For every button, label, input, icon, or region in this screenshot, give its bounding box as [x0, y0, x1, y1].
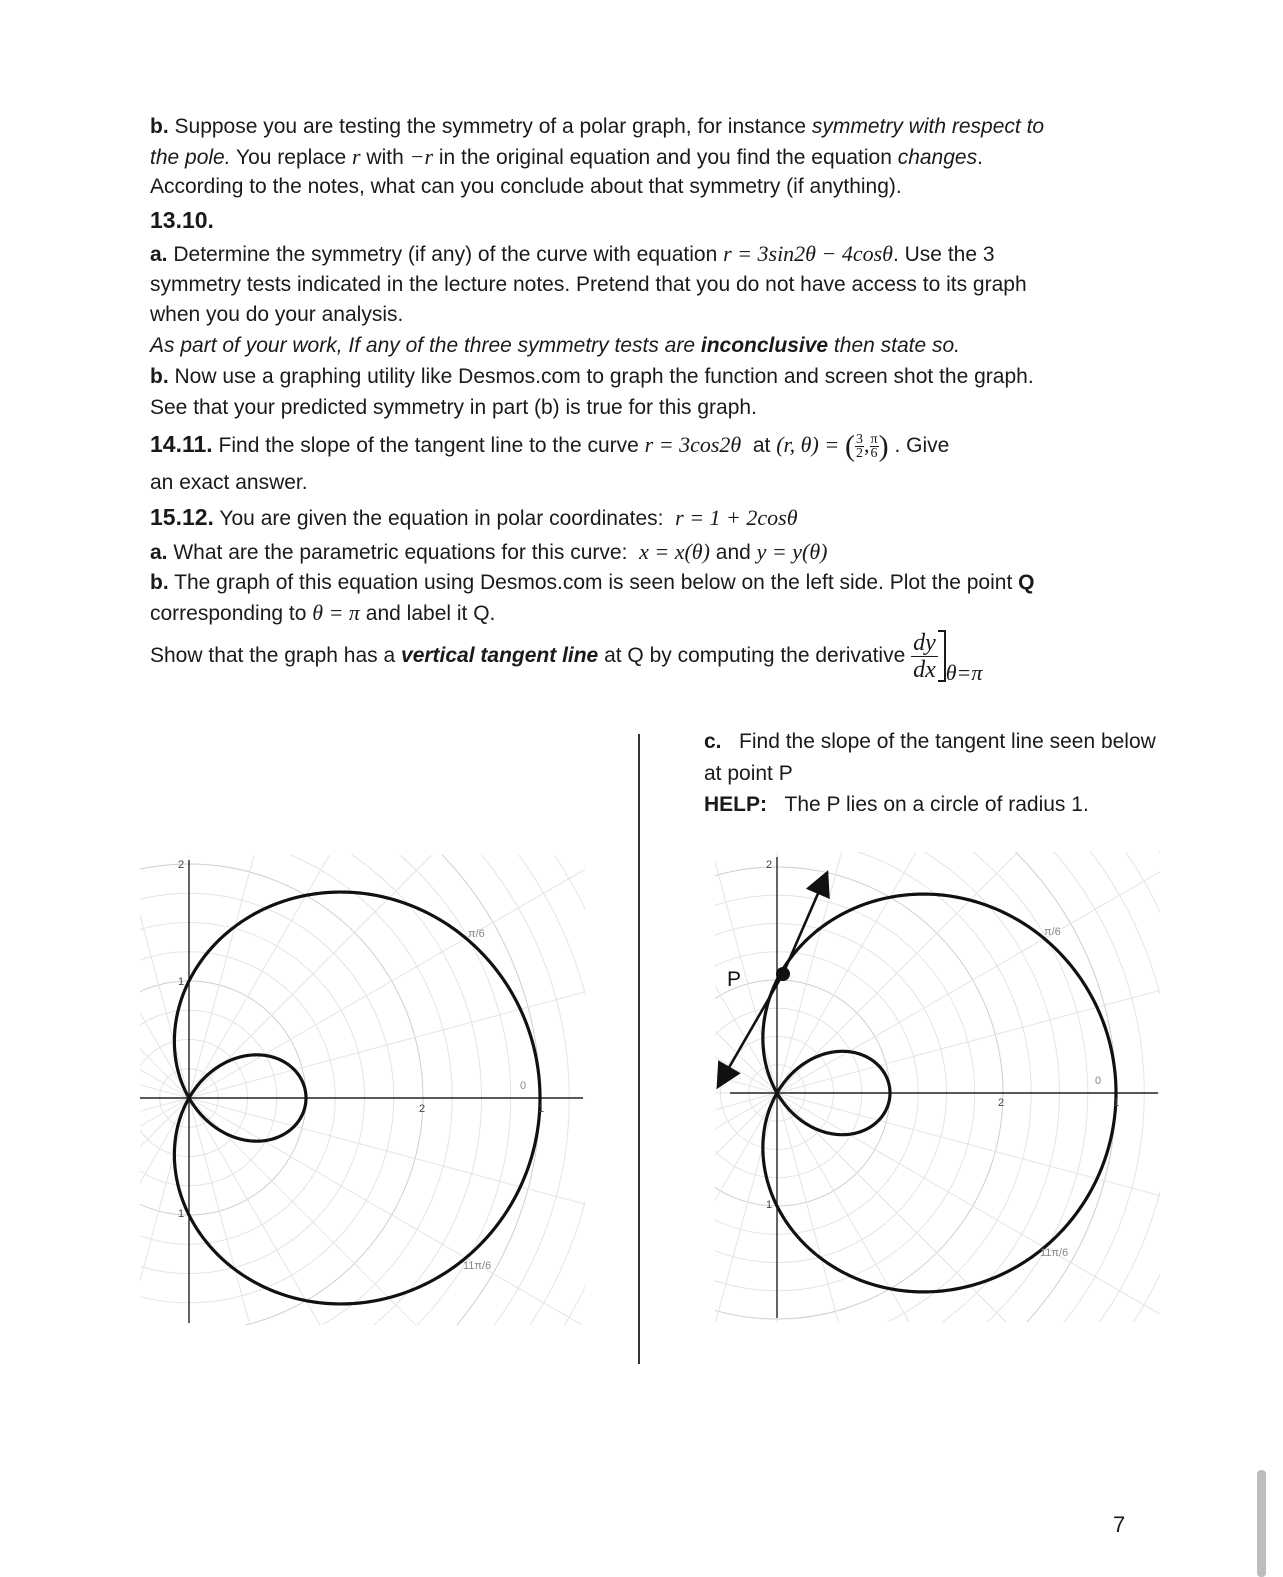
- right-polar-graph: [715, 852, 1160, 1322]
- grid-ray: [189, 1098, 585, 1279]
- p1310a-line1: a. Determine the symmetry (if any) of the curve with equation r = 3sin2θ − 4cosθ. Use the 3: [150, 241, 995, 266]
- tick-y-neg1: 1: [766, 1199, 773, 1211]
- p1512b-line2: corresponding to θ = π and label it Q.: [150, 600, 496, 625]
- grid-circle: [715, 852, 1031, 1322]
- tick-y-neg1: 1: [178, 1208, 185, 1220]
- part-c-help: HELP: The P lies on a circle of radius 1.: [704, 793, 1089, 816]
- page-number: 7: [1113, 1512, 1126, 1537]
- angle-0: 0: [1095, 1075, 1102, 1087]
- grid-ray: [189, 1098, 585, 1325]
- p1310a-line4: As part of your work, If any of the three symmetry tests are inconclusive then state so.: [150, 334, 961, 357]
- part-c-line1: c. Find the slope of the tangent line seen below: [704, 730, 1156, 753]
- polar-grid: [140, 855, 585, 1325]
- point-p-marker: [776, 967, 790, 981]
- p1411-line1: 14.11. Find the slope of the tangent line to the curve r = 3cos2θ at (r, θ) = ( $\frac{3}{2}$ , $\frac{\pi}{6}$ ) . Give: [150, 429, 950, 463]
- tick-x-3: 1: [538, 1103, 545, 1115]
- grid-ray: [189, 855, 585, 1098]
- point-p-label: P: [727, 968, 742, 991]
- grid-ray: [777, 912, 1160, 1093]
- p1411-line2: an exact answer.: [150, 471, 308, 494]
- p1411-heading: 14.11.: [150, 431, 213, 457]
- p1512-heading: 15.12.: [150, 504, 214, 530]
- derivative-fraction: $\frac{dy}{dx}$: [913, 629, 936, 683]
- left-polar-graph: [140, 855, 585, 1325]
- p13b-line1: b. Suppose you are testing the symmetry of a polar graph, for instance symmetry with respect to: [150, 115, 1045, 138]
- angle-11pi6: 11π/6: [1040, 1247, 1069, 1259]
- tick-y-1: 1: [178, 976, 185, 988]
- p1512b-line1: b. The graph of this equation using Desmos.com is seen below on the left side. Plot the point Q: [150, 571, 1035, 594]
- column-divider: [638, 734, 640, 1364]
- tick-x-2: 2: [419, 1103, 426, 1115]
- tick-y-2: 2: [766, 859, 773, 871]
- tick-y-2: 2: [178, 859, 185, 871]
- p1512-line1: 15.12. You are given the equation in polar coordinates: r = 1 + 2cosθ: [150, 504, 798, 530]
- grid-ray: [715, 852, 777, 1093]
- scrollbar-thumb[interactable]: [1257, 1470, 1266, 1577]
- angle-0: 0: [520, 1080, 527, 1092]
- grid-circle: [140, 855, 569, 1325]
- grid-ray: [777, 1093, 1160, 1274]
- grid-ray: [189, 855, 585, 1098]
- tick-x-2: 2: [998, 1097, 1005, 1109]
- p1310a-line2: symmetry tests indicated in the lecture notes. Pretend that you do not have access to its graph: [150, 273, 1027, 296]
- grid-ray: [189, 917, 585, 1098]
- p1310b-line1: b. Now use a graphing utility like Desmos.com to graph the function and screen shot the graph.: [150, 365, 1034, 388]
- p1310a-equation: r = 3sin2θ − 4cosθ: [723, 241, 893, 266]
- p1512-show-line: Show that the graph has a vertical tangent line at Q by computing the derivative $\frac{dy}{dx}$ θ=π: [150, 629, 983, 685]
- p1310a-line3: when you do your analysis.: [150, 303, 404, 326]
- tick-x-3: 1: [1113, 1097, 1120, 1109]
- angle-pi6: π/6: [468, 928, 485, 940]
- grid-ray: [189, 1098, 539, 1325]
- p1310b-line2: See that your predicted symmetry in part (b) is true for this graph.: [150, 396, 757, 419]
- angle-pi6: π/6: [1044, 926, 1061, 938]
- angle-11pi6: 11π/6: [463, 1260, 492, 1272]
- p13b-line3: According to the notes, what can you conclude about that symmetry (if anything).: [150, 175, 902, 198]
- part-c-line2: at point P: [704, 762, 793, 785]
- grid-circle: [140, 855, 540, 1325]
- p13b-label: b.: [150, 115, 169, 138]
- p1310-heading: 13.10.: [150, 207, 214, 233]
- p1512a-line: a. What are the parametric equations for this curve: x = x(θ) and y = y(θ): [150, 539, 828, 564]
- p13b-line2: the pole. You replace r with −r in the original equation and you find the equation changes.: [150, 144, 983, 169]
